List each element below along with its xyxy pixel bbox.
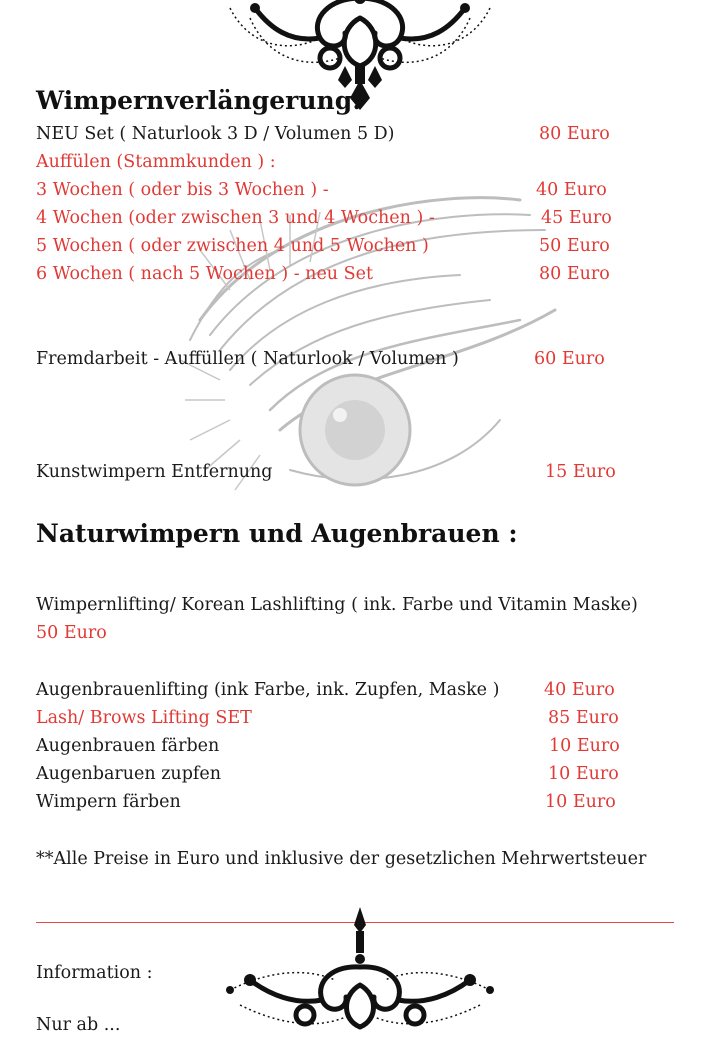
price-row-label: 3 Wochen ( oder bis 3 Wochen ) - [36, 180, 329, 200]
price-row-price: 60 Euro [534, 349, 605, 369]
section-heading-wimpernverlaengerung: Wimpernverlängerung: [36, 86, 362, 115]
price-row-price: 40 Euro [536, 180, 607, 200]
price-row [36, 123, 610, 145]
price-row-price: 80 Euro [539, 264, 610, 284]
price-row-label: Wimpern färben [36, 792, 181, 812]
price-row [36, 735, 620, 757]
section-heading-naturwimpern: Naturwimpern und Augenbrauen : [36, 519, 518, 548]
price-row-label: Kunstwimpern Entfernung [36, 462, 273, 482]
price-row-label: 4 Wochen (oder zwischen 3 und 4 Wochen ) - [36, 208, 435, 228]
price-row [36, 707, 619, 729]
price-row [36, 594, 638, 616]
price-row-price: 50 Euro [36, 623, 107, 643]
price-row [36, 263, 610, 285]
price-row [36, 235, 610, 257]
price-row [36, 179, 607, 201]
price-row [36, 763, 619, 785]
price-row-label: Augenbrauen färben [36, 736, 220, 756]
price-row-price: 10 Euro [545, 792, 616, 812]
price-row-label: Lash/ Brows Lifting SET [36, 708, 252, 728]
price-row-price: 50 Euro [539, 236, 610, 256]
vat-note: **Alle Preise in Euro und inklusive der gesetzlichen Mehrwertsteuer [36, 849, 647, 869]
price-row-price: 85 Euro [548, 708, 619, 728]
price-row [36, 791, 616, 813]
price-row [36, 207, 612, 229]
price-row [36, 679, 615, 701]
price-row [36, 348, 605, 370]
price-row-label: Auffülen (Stammkunden ) : [36, 152, 276, 172]
price-row-price: 15 Euro [545, 462, 616, 482]
price-row-label: NEU Set ( Naturlook 3 D / Volumen 5 D) [36, 124, 395, 144]
price-row-label: 5 Wochen ( oder zwischen 4 und 5 Wochen ) [36, 236, 429, 256]
price-row-label: 6 Wochen ( nach 5 Wochen ) - neu Set [36, 264, 374, 284]
price-row-label: Wimpernlifting/ Korean Lashlifting ( ink. Farbe und Vitamin Maske) [36, 595, 638, 615]
price-row-price: 40 Euro [544, 680, 615, 700]
price-row [36, 151, 276, 173]
price-row-price: 80 Euro [539, 124, 610, 144]
information-partial: Nur ab ... [36, 1015, 121, 1035]
chandelier-ornament-bottom [210, 905, 510, 1040]
price-row-price: 10 Euro [549, 736, 620, 756]
price-row [36, 461, 616, 483]
price-row-label: Augenbrauenlifting (ink Farbe, ink. Zupfen, Maske ) [36, 680, 500, 700]
price-row-price: 10 Euro [548, 764, 619, 784]
price-row-label: Augenbaruen zupfen [36, 764, 221, 784]
price-row-label: Fremdarbeit - Auffüllen ( Naturlook / Volumen ) [36, 349, 459, 369]
information-label: Information : [36, 963, 153, 983]
price-row-price: 45 Euro [541, 208, 612, 228]
